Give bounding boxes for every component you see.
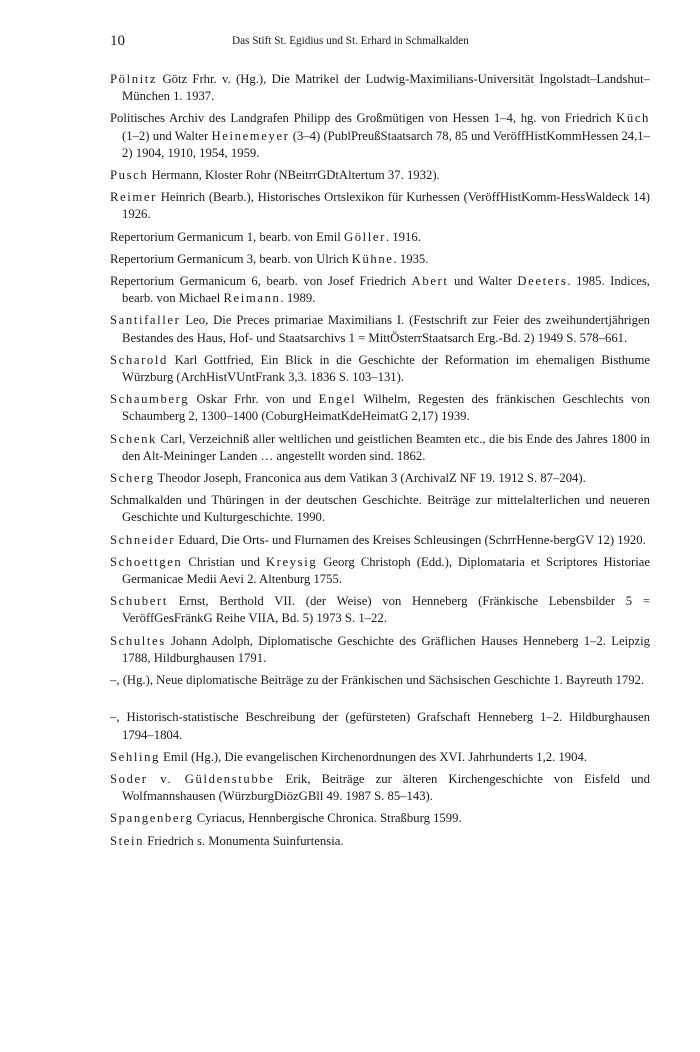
entry-text: . 1985. Indices, bearb. von Michael bbox=[122, 274, 650, 306]
entry-text: Oskar Frhr. von und bbox=[189, 392, 319, 407]
bibliography-entry bbox=[110, 273, 650, 307]
entry-text: Politisches Archiv des Landgrafen Philipp des Großmütigen von Hessen 1–4, hg. von Friedrich bbox=[110, 111, 617, 126]
bibliography-entry bbox=[110, 352, 650, 386]
entry-text: Friedrich s. Monumenta Suinfurtensia. bbox=[144, 833, 344, 848]
entry-text: Götz Frhr. v. (Hg.), Die Matrikel der Ludwig-Maximilians-Universität Ingolstadt–Landshut–München 1. 1937. bbox=[122, 72, 650, 104]
entry-text: Repertorium Germanicum 1, bearb. von Emil bbox=[110, 229, 344, 244]
entry-text: Christian und bbox=[182, 554, 266, 569]
bibliography-entry bbox=[110, 391, 650, 425]
bibliography-entry bbox=[110, 749, 650, 766]
author-name: Heinemeyer bbox=[211, 128, 290, 143]
author-name: Scharold bbox=[110, 352, 168, 367]
entry-text: Johann Adolph, Diplomatische Geschichte des Gräflichen Hauses Henneberg 1–2. Leipzig 1788, Hildburghausen 1791. bbox=[122, 633, 650, 665]
author-name: Kühne bbox=[351, 251, 394, 266]
author-name: Schneider bbox=[110, 532, 176, 547]
bibliography-entry bbox=[110, 229, 650, 246]
bibliography-entry bbox=[110, 167, 650, 184]
bibliography-entry bbox=[110, 709, 650, 743]
entry-text: und Walter bbox=[448, 274, 518, 289]
author-name: Schenk bbox=[110, 431, 157, 446]
author-name: Stein bbox=[110, 833, 145, 848]
bibliography-entry bbox=[110, 312, 650, 346]
bibliography-entry bbox=[110, 633, 650, 667]
entry-text: –, Historisch-statistische Beschreibung der (gefürsteten) Grafschaft Henneberg 1–2. Hildburghausen 1794–1804. bbox=[110, 710, 650, 742]
entry-text: Eduard, Die Orts- und Flurnamen des Kreises Schleusingen (SchrrHenne-bergGV 12) 1920. bbox=[175, 532, 646, 547]
author-name: Reimer bbox=[110, 190, 157, 205]
author-name: Küch bbox=[616, 111, 650, 126]
bibliography-entry bbox=[110, 833, 650, 850]
entry-text: Emil (Hg.), Die evangelischen Kirchenordnungen des XVI. Jahrhunderts 1,2. 1904. bbox=[159, 749, 588, 764]
author-name: Schultes bbox=[110, 633, 166, 648]
bibliography-entry bbox=[110, 189, 650, 223]
bibliography-entry bbox=[110, 71, 650, 105]
bibliography-entry bbox=[110, 532, 650, 549]
bibliography-entry bbox=[110, 431, 650, 465]
author-name: Sehling bbox=[110, 749, 160, 764]
bibliography-entry bbox=[110, 470, 650, 487]
entry-text: Karl Gottfried, Ein Blick in die Geschichte der Reformation im ehemaligen Bisthume Würzburg (ArchHistVUntFrank 3,3. 1836 S. 103–131). bbox=[122, 352, 650, 385]
entry-text: (1–2) und Walter bbox=[122, 128, 212, 143]
author-name: Reimann bbox=[223, 291, 281, 306]
bibliography-entry bbox=[110, 771, 650, 805]
entry-text: . 1935. bbox=[393, 251, 429, 266]
running-title: Das Stift St. Egidius und St. Erhard in Schmalkalden bbox=[232, 35, 469, 47]
entry-text: Repertorium Germanicum 6, bearb. von Josef Friedrich bbox=[110, 274, 412, 289]
author-name: Schaumberg bbox=[110, 392, 190, 407]
page-header bbox=[110, 33, 650, 53]
author-name: Schubert bbox=[110, 594, 168, 609]
entry-text: Heinrich (Bearb.), Historisches Ortslexikon für Kurhessen (VeröffHistKomm-HessWaldeck 14) 1926. bbox=[122, 190, 650, 222]
entry-text: Georg Christoph (Edd.), Diplomataria et Scriptores Historiae Germanicae Medii Aevi 2. Altenburg 1755. bbox=[122, 554, 650, 587]
bibliography-entry bbox=[110, 251, 650, 268]
bibliography-entry bbox=[110, 492, 650, 526]
author-name: Kreysig bbox=[265, 554, 318, 569]
author-name: Pusch bbox=[110, 168, 149, 183]
entry-text: (3–4) (PublPreußStaatsarch 78, 85 und VeröffHistKommHessen 24,1–2) 1904, 1910, 1954, 1959. bbox=[122, 128, 650, 160]
entry-text: Hermann, Kloster Rohr (NBeitrrGDtAltertum 37. 1932). bbox=[148, 168, 440, 183]
bibliography-entry bbox=[110, 554, 650, 588]
author-name: Abert bbox=[411, 274, 449, 289]
author-name: Scherg bbox=[110, 471, 155, 486]
bibliography-entry bbox=[110, 810, 650, 827]
author-name: Göller bbox=[343, 229, 386, 244]
entry-text: Schmalkalden und Thüringen in der deutschen Geschichte. Beiträge zur mittelalterlichen und neueren Geschichte und Kulturgeschichte. 1990. bbox=[110, 493, 650, 525]
page-number: 10 bbox=[110, 33, 125, 49]
author-name: Engel bbox=[318, 392, 357, 407]
author-name: Pölnitz bbox=[110, 72, 158, 86]
author-name: Soder v. Güldenstubbe bbox=[110, 771, 275, 786]
entry-text: Carl, Verzeichniß aller weltlichen und geistlichen Beamten etc., die bis Ende des Jahres 1800 in den Alt-Meininger Landen … angestellt worden sind. 1862. bbox=[122, 431, 650, 463]
entry-text: Erik, Beiträge zur älteren Kirchengeschichte von Eisfeld und Wolfmannshausen (WürzburgDiözGBll 49. 1987 S. 85–143). bbox=[122, 771, 650, 804]
entry-text: Cyriacus, Hennbergische Chronica. Straßburg 1599. bbox=[193, 811, 462, 826]
author-name: Spangenberg bbox=[110, 811, 194, 826]
author-name: Schoettgen bbox=[110, 554, 183, 569]
entry-text: Wilhelm, Regesten des fränkischen Geschlechts von Schaumberg 2, 1300–1400 (CoburgHeimatKdeHeimatG 2,17) 1939. bbox=[122, 392, 650, 424]
entry-text: Theodor Joseph, Franconica aus dem Vatikan 3 (ArchivalZ NF 19. 1912 S. 87–204). bbox=[154, 471, 586, 486]
entry-text: –, (Hg.), Neue diplomatische Beiträge zu der Fränkischen und Sächsischen Geschichte 1. Bayreuth 1792. bbox=[110, 673, 645, 688]
bibliography-entry bbox=[110, 593, 650, 627]
bibliography-list bbox=[110, 71, 650, 855]
bibliography-entry bbox=[110, 672, 650, 689]
author-name: Deeters bbox=[517, 274, 568, 289]
entry-text: . 1916. bbox=[385, 229, 421, 244]
entry-text: Leo, Die Preces primariae Maximilians I. (Festschrift zur Feier des zweihundertjährigen Bestandes des Haus, Hof- und Staatsarchivs 1 = MittÖsterrStaatsarch Erg.-Bd. 2) 1949 S. 578–661. bbox=[122, 313, 650, 345]
author-name: Santifaller bbox=[110, 313, 181, 328]
entry-text: . 1989. bbox=[280, 291, 316, 306]
bibliography-entry bbox=[110, 110, 650, 162]
entry-text: Ernst, Berthold VII. (der Weise) von Henneberg (Fränkische Lebensbilder 5 = VeröffGesFränkG Reihe VIIA, Bd. 5) 1973 S. 1–22. bbox=[122, 594, 650, 626]
entry-text: Repertorium Germanicum 3, bearb. von Ulrich bbox=[110, 251, 352, 266]
